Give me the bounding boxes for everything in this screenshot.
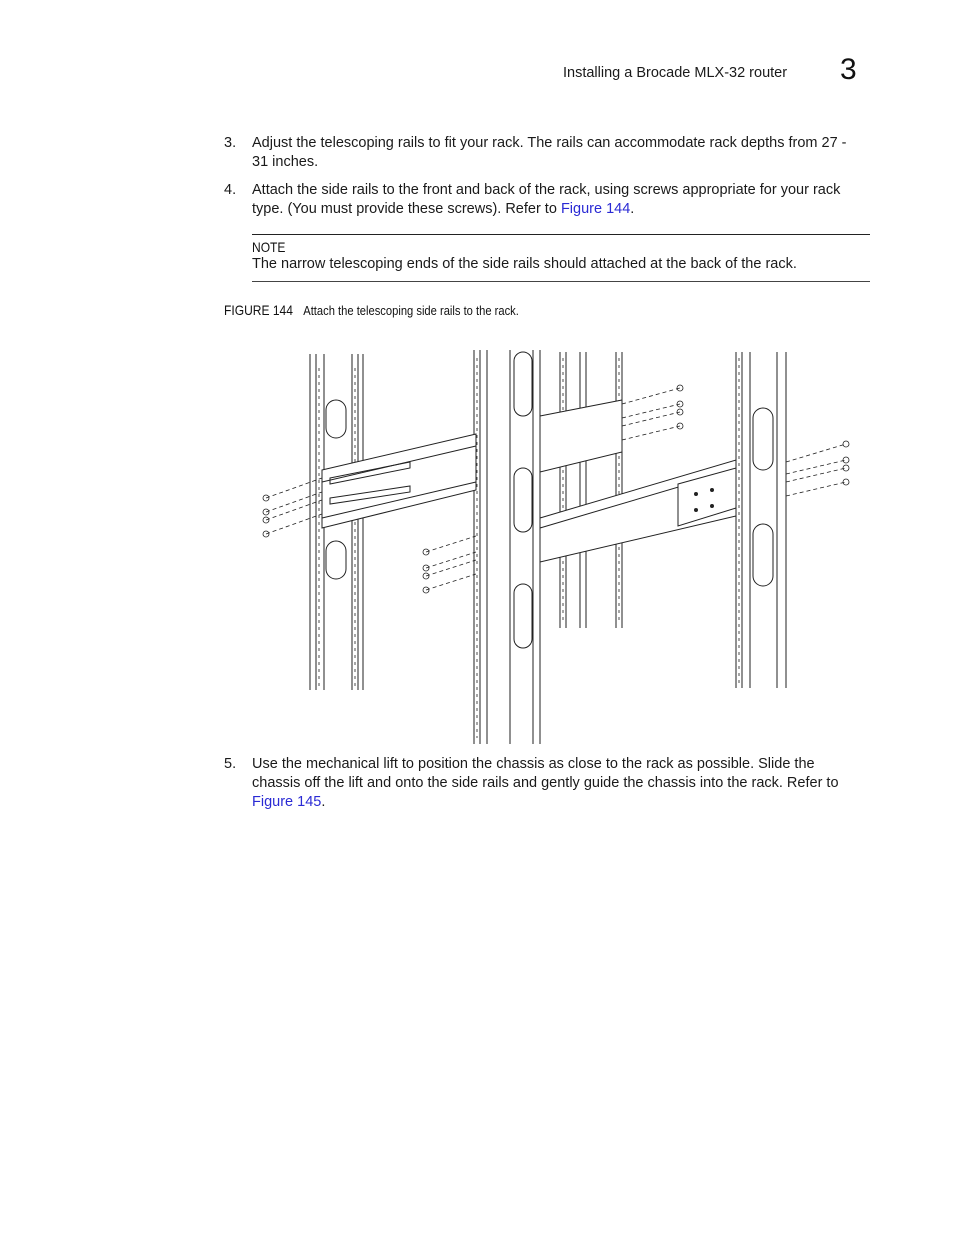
- screws-left: [263, 478, 322, 537]
- right-telescoping-rail: [540, 400, 736, 562]
- step-5: [224, 755, 864, 812]
- center-front-rack-post: [474, 350, 540, 744]
- step-text-part: .: [321, 794, 326, 810]
- step-number: 5.: [224, 756, 237, 772]
- figure-145-link[interactable]: Figure 145: [252, 794, 322, 810]
- step-number: 3.: [224, 135, 237, 151]
- step-text-part: Use the mechanical lift to position the chassis as close to the rack as possible. Slide the chassis off the lift and onto the side rails and gently guide the chassis into the rack. Refer to: [252, 756, 839, 791]
- note-body: The narrow telescoping ends of the side rails should attached at the back of the rack.: [252, 256, 797, 272]
- running-header: Installing a Brocade MLX-32 router: [563, 65, 788, 81]
- figure-label: FIGURE 144: [224, 302, 293, 318]
- step-4: [224, 181, 864, 219]
- rack-rail-illustration: [250, 348, 860, 748]
- figure-144-link[interactable]: Figure 144: [560, 201, 631, 217]
- figure-illustration: [250, 348, 860, 748]
- step-text-part: .: [630, 201, 635, 217]
- screws-center: [423, 536, 476, 593]
- right-rack-post: [736, 352, 786, 688]
- step-text: [252, 181, 864, 219]
- note-title: NOTE: [252, 239, 286, 255]
- step-number: 4.: [224, 182, 237, 198]
- figure-caption: [224, 302, 519, 318]
- screws-right: [786, 441, 849, 496]
- step-3: [224, 134, 864, 172]
- step-text: [252, 755, 864, 812]
- figure-title: Attach the telescoping side rails to the rack.: [303, 303, 519, 318]
- step-text-part: Attach the side rails to the front and back of the rack, using screws appropriate for your rack type. (You must provide these screws). Refer to: [252, 182, 841, 217]
- screws-back: [622, 385, 683, 440]
- center-back-rack-post: [560, 352, 622, 628]
- note-box: [252, 234, 870, 282]
- step-text: Adjust the telescoping rails to fit your rack. The rails can accommodate rack depths from 27 - 31 inches.: [252, 135, 847, 170]
- chapter-number: 3: [840, 53, 857, 86]
- left-side-rail: [322, 434, 476, 528]
